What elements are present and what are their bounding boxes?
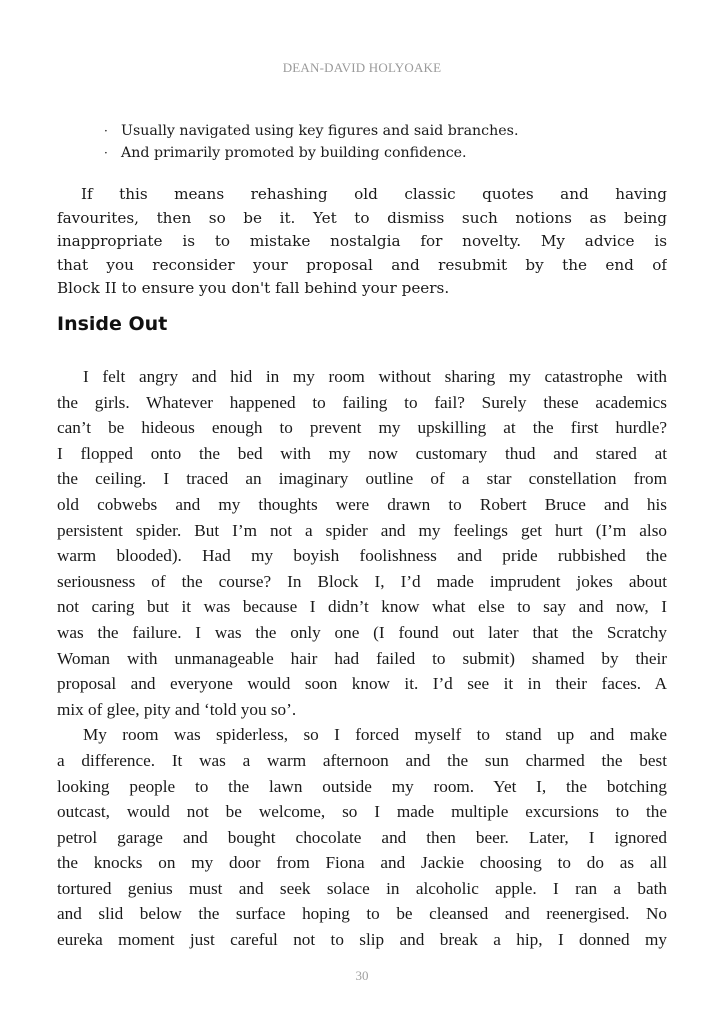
page-number: 30 — [355, 968, 369, 983]
running-head: DEAN-DAVID HOLYOAKE — [282, 60, 442, 75]
text-line: Woman with unmanageable hair had failed to submit) shamed by their — [57, 648, 667, 668]
section-heading: Inside Out — [57, 313, 168, 335]
text-line: the knocks on my door from Fiona and Jackie choosing to do as all — [57, 853, 667, 873]
text-line: inappropriate is to mistake nostalgia for novelty. My advice is — [57, 232, 667, 250]
text-line: tortured genius must and seek solace in alcoholic apple. I ran a bath — [57, 878, 667, 898]
text-line: I flopped onto the bed with my now customary thud and stared at — [57, 443, 667, 463]
bullet-marker: · — [104, 124, 108, 138]
text-line: warm blooded). Had my boyish foolishness and pride rubbished the — [57, 546, 667, 566]
text-line: persistent spider. But I’m not a spider and my feelings get hurt (I’m also — [57, 520, 667, 540]
text-line: the ceiling. I traced an imaginary outline of a star constellation from — [57, 469, 667, 489]
typewriter-paragraph — [57, 183, 667, 301]
text-line: old cobwebs and my thoughts were drawn to Robert Bruce and his — [57, 494, 667, 514]
text-line: mix of glee, pity and ‘told you so’. — [57, 699, 297, 719]
text-line: outcast, would not be welcome, so I made multiple excursions to the — [57, 802, 667, 822]
body-text — [57, 364, 667, 953]
text-line: can’t be hideous enough to prevent my upskilling at the first hurdle? — [57, 418, 667, 438]
text-line: favourites, then so be it. Yet to dismiss such notions as being — [57, 208, 667, 227]
text-line: If this means rehashing old classic quotes and having — [81, 185, 667, 203]
text-line: a difference. It was a warm afternoon and the sun charmed the best — [57, 750, 667, 770]
text-line: and slid below the surface hoping to be cleansed and reenergised. No — [57, 904, 667, 924]
text-line: proposal and everyone would soon know it. I’d see it in their faces. A — [57, 674, 667, 694]
bullet-item — [104, 142, 624, 164]
text-line: petrol garage and bought chocolate and then beer. Later, I ignored — [57, 827, 667, 847]
bullet-text: Usually navigated using key figures and said branches. — [121, 123, 519, 139]
bullet-item — [104, 120, 624, 142]
bullet-marker: · — [104, 146, 108, 160]
text-line: the girls. Whatever happened to failing to fail? Surely these academics — [57, 392, 667, 412]
text-line: eureka moment just careful not to slip and break a hip, I donned my — [57, 930, 667, 950]
text-line: that you reconsider your proposal and resubmit by the end of — [57, 255, 667, 274]
text-line: was the failure. I was the only one (I found out later that the Scratchy — [57, 622, 667, 642]
text-line: looking people to the lawn outside my room. Yet I, the botching — [57, 776, 667, 796]
bullet-list — [104, 120, 624, 164]
text-line: not caring but it was because I didn’t know what else to say and now, I — [57, 597, 667, 617]
text-line: My room was spiderless, so I forced myself to stand up and make — [83, 725, 667, 745]
bullet-text: And primarily promoted by building confidence. — [121, 145, 467, 161]
text-line: I felt angry and hid in my room without sharing my catastrophe with — [83, 367, 667, 386]
text-line: seriousness of the course? In Block I, I’d made imprudent jokes about — [57, 571, 667, 591]
text-line: Block II to ensure you don't fall behind your peers. — [57, 279, 450, 297]
